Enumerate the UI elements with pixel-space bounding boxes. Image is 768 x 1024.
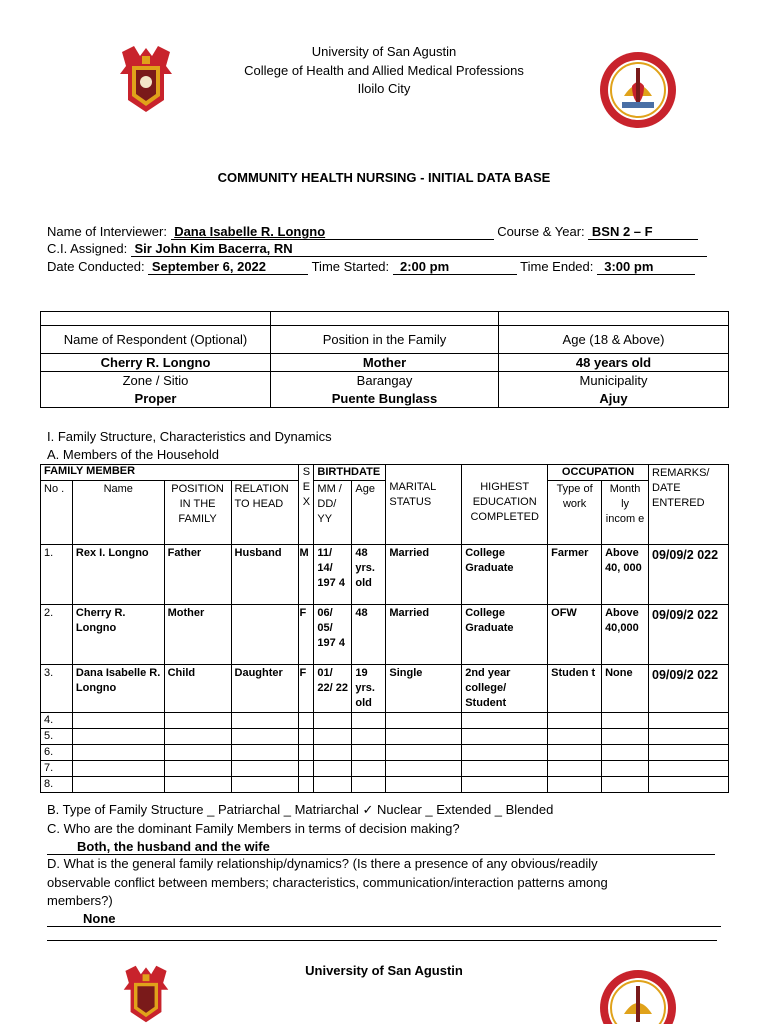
- time-started-value: 2:00 pm: [400, 259, 450, 274]
- family-structure-question: B. Type of Family Structure _ Patriarchal _ Matriarchal ✓ Nuclear _ Extended _ Blended: [47, 802, 554, 817]
- municipality-header: Municipality: [499, 372, 729, 390]
- row-age: 19 yrs. old: [352, 665, 386, 713]
- row-education: College Graduate: [462, 545, 548, 605]
- row-no: 3.: [41, 665, 73, 713]
- time-ended-label: Time Ended:: [520, 259, 594, 274]
- section-subtitle: A. Members of the Household: [47, 447, 219, 462]
- row-education: 2nd year college/ Student: [462, 665, 548, 713]
- mmddyy-header: MM / DD/ YY: [314, 481, 352, 545]
- dynamics-answer: None: [83, 911, 116, 926]
- row-relation: Daughter: [231, 665, 299, 713]
- dynamics-question-line1: D. What is the general family relationship/dynamics? (Is there a presence of any obvious/readily: [47, 856, 598, 871]
- family-member-header: FAMILY MEMBER: [41, 465, 299, 481]
- row-no: 7.: [41, 761, 73, 777]
- row-work: Farmer: [548, 545, 602, 605]
- row-position: Child: [164, 665, 231, 713]
- row-name: Cherry R. Longno: [72, 605, 164, 665]
- respondent-age-header: Age (18 & Above): [499, 326, 729, 354]
- birthdate-header: BIRTHDATE: [314, 465, 386, 481]
- row-income: Above 40, 000: [602, 545, 649, 605]
- age-header: Age: [352, 481, 386, 545]
- occupation-header: OCCUPATION: [548, 465, 649, 481]
- date-line: [47, 259, 695, 275]
- time-ended-value: 3:00 pm: [604, 259, 654, 274]
- decision-answer-line: [47, 839, 715, 855]
- barangay-header: Barangay: [271, 372, 499, 390]
- row-age: 48: [352, 605, 386, 665]
- row-no: 1.: [41, 545, 73, 605]
- college-name: College of Health and Allied Medical Professions: [244, 63, 524, 78]
- row-work: Studen t: [548, 665, 602, 713]
- row-sex: M: [299, 545, 314, 605]
- blank-answer-line: [47, 940, 717, 941]
- section-title: I. Family Structure, Characteristics and Dynamics: [47, 429, 332, 444]
- row-birth: 01/ 22/ 22: [314, 665, 352, 713]
- row-marital: Married: [386, 545, 462, 605]
- row-income: None: [602, 665, 649, 713]
- row-no: 6.: [41, 745, 73, 761]
- row-position: Mother: [164, 605, 231, 665]
- respondent-table: [40, 311, 729, 408]
- table-row: [41, 745, 729, 761]
- row-no: 2.: [41, 605, 73, 665]
- city-name: Iloilo City: [357, 81, 411, 96]
- row-no: 4.: [41, 713, 73, 729]
- time-started-label: Time Started:: [311, 259, 390, 274]
- row-remarks: 09/09/2 022: [649, 545, 729, 605]
- ci-label: C.I. Assigned:: [47, 241, 128, 256]
- table-row: [41, 761, 729, 777]
- row-name: Rex I. Longno: [72, 545, 164, 605]
- education-header: HIGHEST EDUCATION COMPLETED: [470, 481, 539, 523]
- footer-university-name: University of San Agustin: [305, 963, 463, 978]
- decision-question: C. Who are the dominant Family Members in terms of decision making?: [47, 821, 460, 836]
- name-header: Name: [72, 481, 164, 545]
- row-marital: Single: [386, 665, 462, 713]
- course-label: Course & Year:: [497, 224, 585, 239]
- form-title: COMMUNITY HEALTH NURSING - INITIAL DATA BASE: [217, 170, 551, 185]
- row-marital: Married: [386, 605, 462, 665]
- row-relation: Husband: [231, 545, 299, 605]
- dynamics-question-line2: observable conflict between members; characteristics, communication/interaction patterns among: [47, 875, 608, 890]
- table-row: [41, 605, 729, 665]
- ci-value: Sir John Kim Bacerra, RN: [134, 241, 293, 256]
- respondent-name-header: Name of Respondent (Optional): [41, 326, 271, 354]
- interviewer-line: [47, 224, 698, 240]
- university-name: University of San Agustin: [311, 44, 457, 59]
- interviewer-label: Name of Interviewer:: [47, 224, 167, 239]
- income-header: Month ly incom e: [602, 481, 649, 545]
- row-age: 48 yrs. old: [352, 545, 386, 605]
- decision-answer: Both, the husband and the wife: [77, 839, 270, 854]
- table-row: [41, 713, 729, 729]
- respondent-name: Cherry R. Longno: [41, 354, 271, 372]
- sex-header: S E X: [299, 465, 314, 545]
- municipality-value: Ajuy: [499, 390, 729, 408]
- row-position: Father: [164, 545, 231, 605]
- row-income: Above 40,000: [602, 605, 649, 665]
- table-row: [41, 545, 729, 605]
- date-value: September 6, 2022: [151, 259, 267, 274]
- row-no: 5.: [41, 729, 73, 745]
- row-no: 8.: [41, 777, 73, 793]
- table-row: [41, 665, 729, 713]
- respondent-position: Mother: [271, 354, 499, 372]
- respondent-position-header: Position in the Family: [271, 326, 499, 354]
- work-header: Type of work: [548, 481, 602, 545]
- table-row: [41, 777, 729, 793]
- row-remarks: 09/09/2 022: [649, 605, 729, 665]
- row-work: OFW: [548, 605, 602, 665]
- household-table: [40, 464, 729, 793]
- row-sex: F: [299, 665, 314, 713]
- interviewer-value: Dana Isabelle R. Longno: [174, 224, 326, 239]
- row-sex: F: [299, 605, 314, 665]
- zone-value: Proper: [41, 390, 271, 408]
- position-header: POSITION IN THE FAMILY: [164, 481, 231, 545]
- row-birth: 11/ 14/ 197 4: [314, 545, 352, 605]
- no-header: No .: [41, 481, 73, 545]
- marital-header: MARITAL STATUS: [389, 481, 436, 508]
- dynamics-answer-line: [47, 911, 721, 927]
- row-remarks: 09/09/2 022: [649, 665, 729, 713]
- dynamics-question-line3: members?): [47, 893, 113, 908]
- row-education: College Graduate: [462, 605, 548, 665]
- course-value: BSN 2 – F: [591, 224, 653, 239]
- row-birth: 06/ 05/ 197 4: [314, 605, 352, 665]
- barangay-value: Puente Bunglass: [271, 390, 499, 408]
- date-label: Date Conducted:: [47, 259, 145, 274]
- zone-header: Zone / Sitio: [41, 372, 271, 390]
- row-name: Dana Isabelle R. Longno: [72, 665, 164, 713]
- respondent-age: 48 years old: [499, 354, 729, 372]
- table-row: [41, 729, 729, 745]
- row-relation: [231, 605, 299, 665]
- remarks-header: REMARKS/ DATE ENTERED: [649, 465, 729, 545]
- relation-header: RELATION TO HEAD: [231, 481, 299, 545]
- ci-line: [47, 241, 707, 257]
